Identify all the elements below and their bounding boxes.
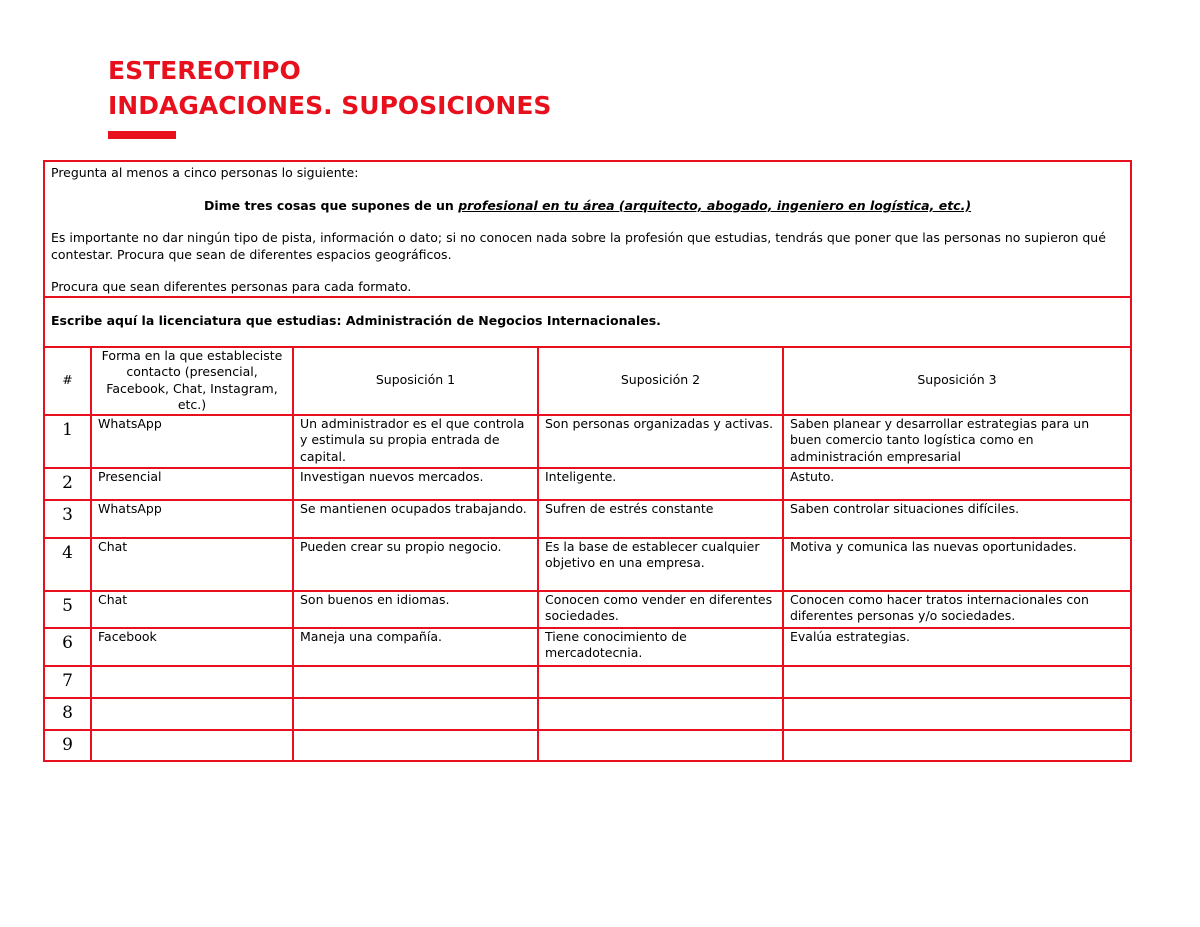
licenciatura-row bbox=[44, 297, 1131, 347]
page-subtitle: INDAGACIONES. SUPOSICIONES bbox=[108, 91, 552, 120]
cell-forma bbox=[91, 730, 293, 761]
cell-suposicion-3: Motiva y comunica las nuevas oportunidades. bbox=[783, 538, 1131, 591]
cell-suposicion-3 bbox=[783, 698, 1131, 730]
licenciatura-cell: Escribe aquí la licenciatura que estudias: Administración de Negocios Internacionales. bbox=[44, 297, 1131, 347]
cell-suposicion-1 bbox=[293, 730, 538, 761]
table-row bbox=[44, 468, 1131, 500]
cell-suposicion-3 bbox=[783, 730, 1131, 761]
cell-forma: WhatsApp bbox=[91, 415, 293, 468]
cell-suposicion-1: Maneja una compañía. bbox=[293, 628, 538, 666]
cell-suposicion-2: Tiene conocimiento de mercadotecnia. bbox=[538, 628, 783, 666]
header-suposicion-3: Suposición 3 bbox=[783, 347, 1131, 415]
stereotype-table bbox=[43, 160, 1132, 762]
table-row bbox=[44, 538, 1131, 591]
cell-suposicion-2: Son personas organizadas y activas. bbox=[538, 415, 783, 468]
cell-suposicion-2 bbox=[538, 698, 783, 730]
header-suposicion-2: Suposición 2 bbox=[538, 347, 783, 415]
row-number: 7 bbox=[44, 666, 91, 698]
cell-suposicion-3: Conocen como hacer tratos internacionales con diferentes personas y/o sociedades. bbox=[783, 591, 1131, 628]
cell-forma: WhatsApp bbox=[91, 500, 293, 538]
cell-suposicion-3: Astuto. bbox=[783, 468, 1131, 500]
cell-suposicion-1: Pueden crear su propio negocio. bbox=[293, 538, 538, 591]
header-row bbox=[44, 347, 1131, 415]
header-suposicion-1: Suposición 1 bbox=[293, 347, 538, 415]
row-number: 9 bbox=[44, 730, 91, 761]
cell-suposicion-2: Es la base de establecer cualquier objetivo en una empresa. bbox=[538, 538, 783, 591]
page-title: ESTEREOTIPO bbox=[108, 56, 301, 85]
cell-suposicion-1: Un administrador es el que controla y estimula su propia entrada de capital. bbox=[293, 415, 538, 468]
cell-suposicion-2: Conocen como vender en diferentes sociedades. bbox=[538, 591, 783, 628]
header-forma: Forma en la que estableciste contacto (presencial, Facebook, Chat, Instagram, etc.) bbox=[91, 347, 293, 415]
intro-instructions: Es importante no dar ningún tipo de pista, información o dato; si no conocen nada sobre la profesión que estudias, tendrás que poner que las personas no supieron qué contestar. Procura que sean de diferentes espacios geográficos. bbox=[51, 230, 1106, 262]
question-emphasis: profesional en tu área (arquitecto, abogado, ingeniero en logística, etc.) bbox=[458, 197, 972, 213]
cell-suposicion-3 bbox=[783, 666, 1131, 698]
intro-note: Procura que sean diferentes personas para cada formato. bbox=[51, 279, 412, 294]
cell-forma bbox=[91, 698, 293, 730]
table-row bbox=[44, 415, 1131, 468]
row-number: 8 bbox=[44, 698, 91, 730]
row-number: 5 bbox=[44, 591, 91, 628]
cell-suposicion-1: Son buenos en idiomas. bbox=[293, 591, 538, 628]
row-number: 6 bbox=[44, 628, 91, 666]
cell-suposicion-2: Inteligente. bbox=[538, 468, 783, 500]
row-number: 4 bbox=[44, 538, 91, 591]
cell-suposicion-3: Saben planear y desarrollar estrategias para un buen comercio tanto logística como en administración empresarial bbox=[783, 415, 1131, 468]
cell-forma: Chat bbox=[91, 591, 293, 628]
cell-suposicion-2 bbox=[538, 666, 783, 698]
cell-suposicion-1 bbox=[293, 666, 538, 698]
row-number: 3 bbox=[44, 500, 91, 538]
cell-suposicion-1 bbox=[293, 698, 538, 730]
cell-suposicion-3: Evalúa estrategias. bbox=[783, 628, 1131, 666]
question-prefix: Dime tres cosas que supones de un bbox=[203, 197, 459, 213]
cell-suposicion-1: Se mantienen ocupados trabajando. bbox=[293, 500, 538, 538]
header-number: # bbox=[44, 347, 91, 415]
cell-suposicion-3: Saben controlar situaciones difíciles. bbox=[783, 500, 1131, 538]
intro-line: Pregunta al menos a cinco personas lo siguiente: bbox=[51, 165, 359, 180]
table-row bbox=[44, 666, 1131, 698]
cell-forma: Chat bbox=[91, 538, 293, 591]
cell-forma: Presencial bbox=[91, 468, 293, 500]
cell-forma: Facebook bbox=[91, 628, 293, 666]
cell-suposicion-1: Investigan nuevos mercados. bbox=[293, 468, 538, 500]
intro-question bbox=[51, 198, 1124, 215]
row-number: 1 bbox=[44, 415, 91, 468]
cell-forma bbox=[91, 666, 293, 698]
row-number: 2 bbox=[44, 468, 91, 500]
cell-suposicion-2: Sufren de estrés constante bbox=[538, 500, 783, 538]
table-row bbox=[44, 500, 1131, 538]
table-row bbox=[44, 591, 1131, 628]
table-row bbox=[44, 628, 1131, 666]
title-underline bbox=[108, 131, 176, 139]
intro-cell bbox=[44, 161, 1131, 297]
table-row bbox=[44, 730, 1131, 761]
table-row bbox=[44, 698, 1131, 730]
cell-suposicion-2 bbox=[538, 730, 783, 761]
intro-row bbox=[44, 161, 1131, 297]
